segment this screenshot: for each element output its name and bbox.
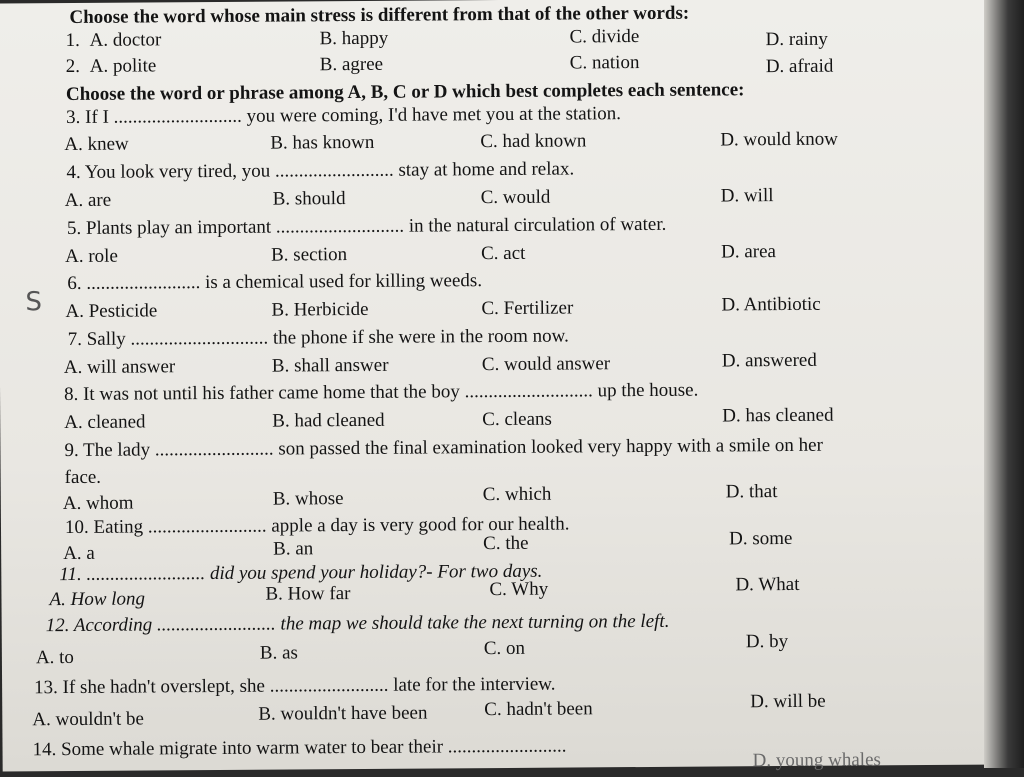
q7-option-d: D. answered	[721, 349, 817, 372]
q9-option-b: B. whose	[272, 488, 344, 510]
q14-option-d: D. young whales	[752, 749, 881, 772]
q3-option-c: C. had known	[480, 130, 587, 153]
q4-option-b: B. should	[272, 188, 346, 210]
q10-option-c: C. the	[483, 532, 529, 555]
q8-option-a: A. cleaned	[64, 411, 146, 434]
q8-stem: 8. It was not until his father came home that the boy ........................... up the house.	[63, 379, 699, 406]
q1-option-a: A. doctor	[89, 29, 162, 51]
paper-edge-shadow	[984, 0, 1024, 768]
q3-option-b: B. has known	[270, 131, 375, 154]
section-2-title: Choose the word or phrase among A, B, C or D which best completes each sentence:	[65, 79, 745, 106]
q5-option-c: C. act	[481, 242, 526, 265]
q1-option-c: C. divide	[569, 26, 640, 48]
q12-stem: 12. According ......................... the map we should take the next turning on the left.	[45, 610, 670, 637]
q9-stem-continued: face.	[64, 466, 102, 489]
q1-option-b: B. happy	[319, 27, 389, 50]
q4-option-a: A. are	[64, 189, 112, 212]
q7-stem: 7. Sally ............................. the phone if she were in the room now.	[67, 325, 569, 351]
q6-option-b: B. Herbicide	[271, 298, 369, 321]
q7-option-b: B. shall answer	[271, 354, 389, 377]
q7-option-c: C. would answer	[481, 353, 611, 376]
section-1-title: Choose the word whose main stress is different from that of the other words:	[69, 2, 690, 28]
q5-option-a: A. role	[65, 245, 118, 268]
q5-option-d: D. area	[721, 241, 777, 263]
q2-option-a: A. polite	[89, 55, 157, 77]
q3-option-a: A. knew	[64, 133, 129, 156]
q13-stem: 13. If she hadn't overslept, she ......................... late for the interview.	[34, 673, 556, 699]
q9-option-a: A. whom	[62, 492, 134, 515]
q8-option-b: B. had cleaned	[272, 409, 385, 432]
q3-option-d: D. would know	[720, 128, 839, 151]
q4-option-c: C. would	[480, 186, 551, 209]
q13-option-a: A. wouldn't be	[32, 708, 145, 731]
q12-option-b: B. as	[259, 642, 298, 664]
q1-number: 1.	[65, 29, 80, 52]
q10-stem: 10. Eating ......................... apple a day is very good for our health.	[64, 513, 570, 539]
q5-stem: 5. Plants play an important ........................... in the natural circulation of water.	[66, 213, 667, 240]
q11-option-b: B. How far	[265, 583, 351, 605]
q12-option-c: C. on	[483, 637, 526, 660]
q8-option-c: C. cleans	[482, 408, 552, 431]
q2-option-b: B. agree	[319, 53, 384, 76]
q7-option-a: A. will answer	[63, 356, 176, 379]
q10-option-a: A. a	[63, 542, 95, 565]
q9-option-c: C. which	[482, 483, 552, 506]
q2-option-c: C. nation	[569, 52, 640, 74]
margin-mark: S	[25, 287, 43, 318]
q9-stem: 9. The lady ......................... son passed the final examination looked very happy with a smile on her	[64, 434, 823, 462]
q10-option-b: B. an	[273, 538, 314, 560]
q11-option-d: D. What	[735, 573, 800, 596]
q6-option-d: D. Antibiotic	[721, 293, 821, 316]
q2-option-d: D. afraid	[765, 55, 834, 78]
q13-option-d: D. will be	[750, 690, 826, 713]
q4-stem: 4. You look very tired, you ......................... stay at home and relax.	[66, 158, 575, 184]
q11-option-a: A. How long	[49, 588, 146, 611]
q5-option-b: B. section	[271, 244, 348, 266]
q4-option-d: D. will	[720, 185, 774, 207]
q14-stem: 14. Some whale migrate into warm water to bear their .........................	[32, 735, 567, 761]
q1-option-d: D. rainy	[765, 28, 828, 51]
q9-option-d: D. that	[725, 481, 778, 503]
q11-option-c: C. Why	[489, 578, 549, 601]
q6-option-c: C. Fertilizer	[481, 297, 574, 320]
q10-option-d: D. some	[729, 527, 793, 550]
q8-option-d: D. has cleaned	[722, 404, 834, 427]
q13-option-b: B. wouldn't have been	[258, 702, 428, 725]
q6-stem: 6. ........................ is a chemical used for killing weeds.	[67, 270, 483, 295]
q2-number: 2.	[65, 55, 81, 78]
q13-option-c: C. hadn't been	[484, 698, 593, 721]
q12-option-d: D. by	[745, 630, 789, 653]
q12-option-a: A. to	[35, 646, 74, 669]
q11-stem: 11. ......................... did you spend your holiday?- For two days.	[59, 560, 543, 586]
q6-option-a: A. Pesticide	[65, 300, 158, 323]
q3-stem: 3. If I ........................... you were coming, I'd have met you at the station.	[66, 103, 622, 129]
